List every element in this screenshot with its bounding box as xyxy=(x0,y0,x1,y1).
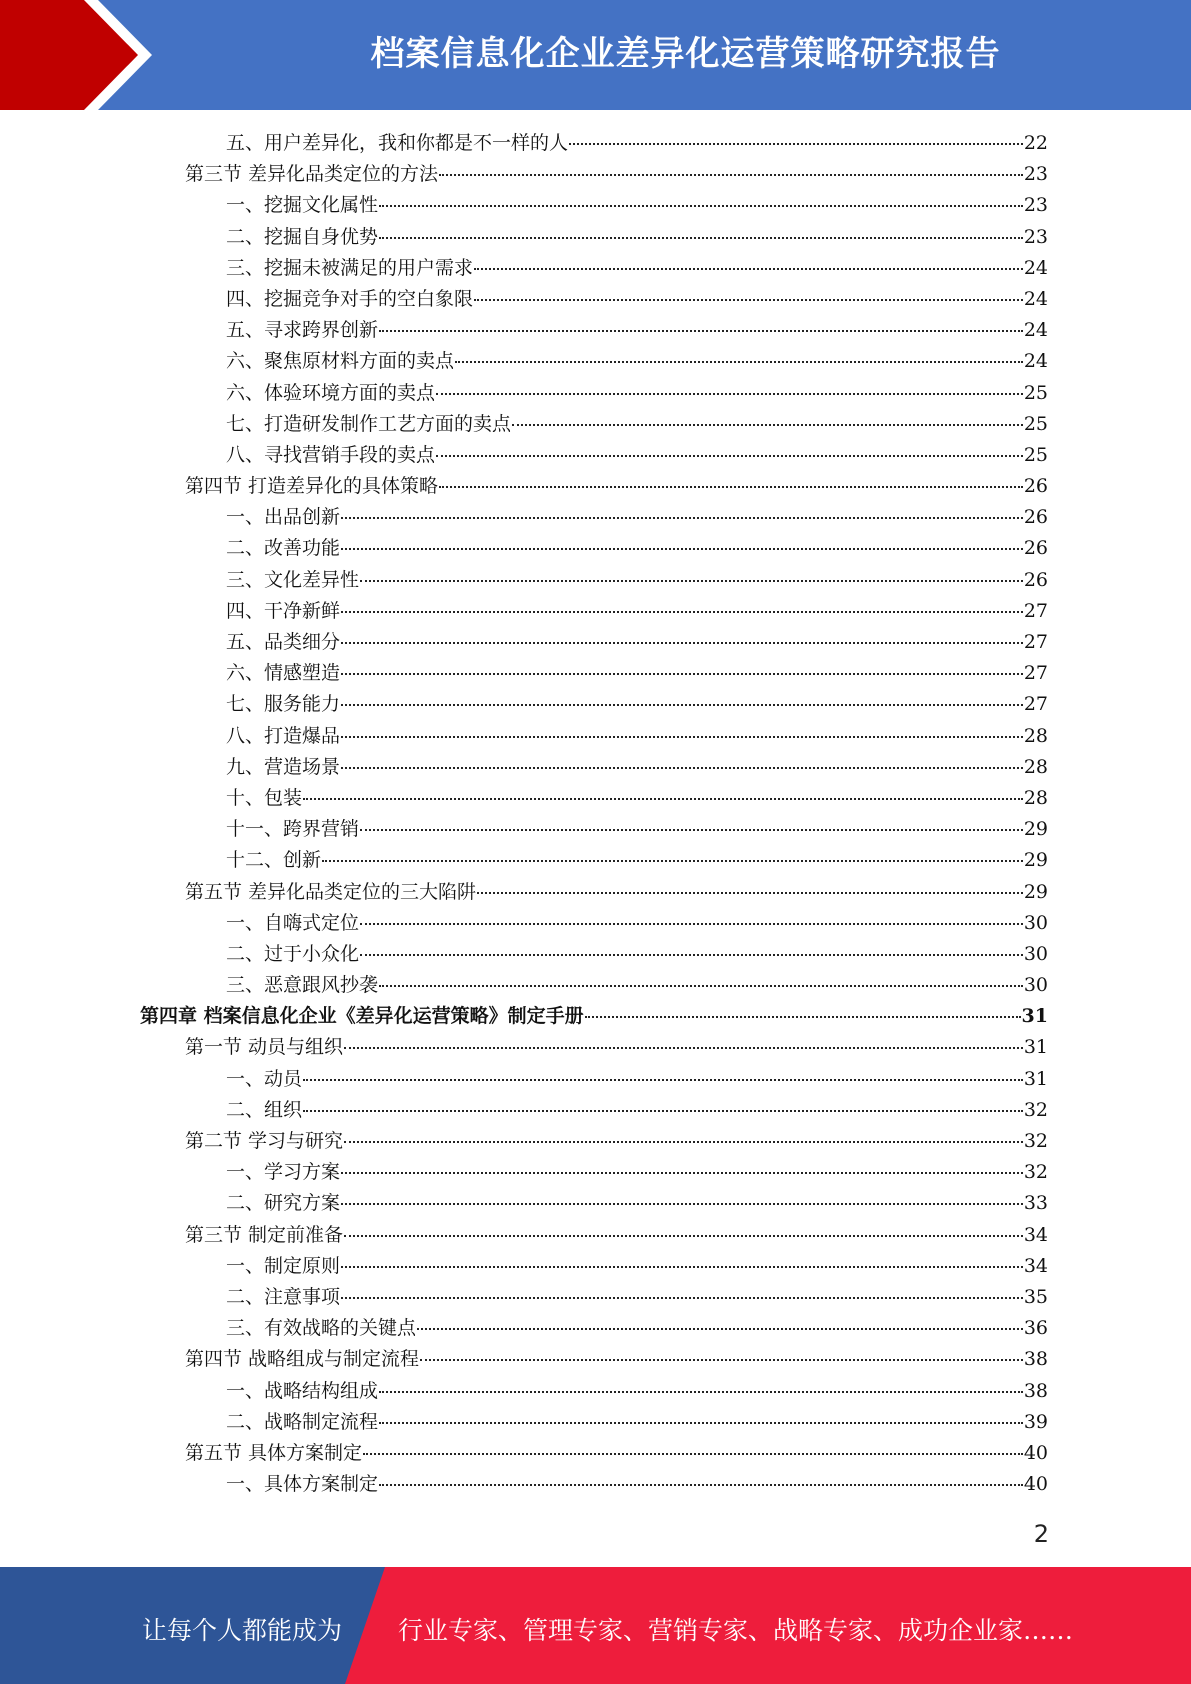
toc-entry[interactable] xyxy=(140,1407,1048,1438)
toc-entry-page: 29 xyxy=(1023,818,1048,841)
toc-entry[interactable] xyxy=(140,315,1048,346)
toc-entry[interactable] xyxy=(140,1095,1048,1126)
toc-dot-leader xyxy=(360,580,1023,582)
toc-entry-title: 一、制定原则 xyxy=(226,1254,341,1277)
footer-slogan-left: 让每个人都能成为 xyxy=(142,1616,343,1645)
toc-entry-page: 29 xyxy=(1023,849,1048,872)
toc-entry-title: 第二节 学习与研究 xyxy=(185,1130,344,1152)
toc-entry[interactable] xyxy=(140,752,1048,783)
toc-entry-title: 第五节 差异化品类定位的三大陷阱 xyxy=(185,880,477,903)
toc-entry[interactable] xyxy=(140,970,1048,1001)
toc-entry-title: 十一、跨界营销 xyxy=(226,818,360,841)
toc-entry-page: 31 xyxy=(1023,1036,1048,1059)
toc-entry-title: 一、动员 xyxy=(226,1067,303,1090)
toc-dot-leader xyxy=(341,548,1023,550)
toc-entry[interactable] xyxy=(140,190,1048,221)
toc-entry-page: 28 xyxy=(1023,755,1048,778)
toc-entry[interactable] xyxy=(140,627,1048,658)
toc-entry-title: 十、包装 xyxy=(226,786,303,809)
toc-entry-title: 一、战略结构组成 xyxy=(226,1379,379,1402)
toc-entry[interactable] xyxy=(140,346,1048,377)
toc-entry[interactable] xyxy=(140,1188,1048,1219)
toc-dot-leader xyxy=(341,1203,1023,1205)
toc-dot-leader xyxy=(344,1141,1023,1143)
toc-dot-leader xyxy=(439,174,1023,176)
page-number: 2 xyxy=(1033,1520,1049,1548)
toc-entry-page: 26 xyxy=(1023,537,1048,560)
toc-dot-leader xyxy=(379,205,1023,207)
toc-entry[interactable] xyxy=(140,1157,1048,1188)
toc-entry[interactable] xyxy=(140,1032,1048,1063)
toc-entry-title: 一、学习方案 xyxy=(226,1161,341,1184)
toc-dot-leader xyxy=(341,1297,1023,1299)
toc-entry[interactable] xyxy=(140,409,1048,440)
toc-entry-page: 36 xyxy=(1023,1317,1048,1340)
toc-dot-leader xyxy=(341,517,1023,519)
toc-entry-page: 25 xyxy=(1023,412,1048,435)
toc-entry-page: 30 xyxy=(1023,974,1048,997)
toc-dot-leader xyxy=(585,1016,1021,1018)
toc-entry-page: 27 xyxy=(1023,662,1048,685)
toc-entry-title: 五、寻求跨界创新 xyxy=(226,319,379,342)
toc-entry-page: 33 xyxy=(1023,1192,1048,1215)
toc-dot-leader xyxy=(303,798,1023,800)
toc-entry-page: 30 xyxy=(1023,942,1048,965)
toc-entry[interactable] xyxy=(140,565,1048,596)
header-arrow-decoration xyxy=(0,0,160,110)
toc-dot-leader xyxy=(569,143,1023,145)
toc-entry-page: 32 xyxy=(1023,1098,1048,1121)
toc-entry-title: 二、组织 xyxy=(226,1098,303,1121)
toc-entry[interactable] xyxy=(140,658,1048,689)
toc-entry[interactable] xyxy=(140,533,1048,564)
toc-entry[interactable] xyxy=(140,1469,1048,1500)
page-header xyxy=(0,0,1191,110)
toc-dot-leader xyxy=(341,1172,1023,1174)
toc-entry[interactable] xyxy=(140,128,1048,159)
toc-dot-leader xyxy=(360,829,1023,831)
toc-entry-title: 十二、创新 xyxy=(226,849,322,872)
toc-dot-leader xyxy=(379,1391,1023,1393)
toc-dot-leader xyxy=(341,611,1023,613)
toc-dot-leader xyxy=(477,892,1023,894)
toc-entry-title: 四、挖掘竞争对手的空白象限 xyxy=(226,287,474,310)
toc-dot-leader xyxy=(344,1047,1023,1049)
toc-entry-page: 26 xyxy=(1023,568,1048,591)
toc-entry[interactable] xyxy=(140,471,1048,502)
toc-dot-leader xyxy=(436,393,1023,395)
toc-entry-title: 一、出品创新 xyxy=(226,506,341,529)
toc-entry-title: 七、打造研发制作工艺方面的卖点 xyxy=(226,412,512,435)
toc-entry-page: 26 xyxy=(1023,475,1048,498)
toc-entry[interactable] xyxy=(140,814,1048,845)
toc-dot-leader xyxy=(474,299,1023,301)
toc-dot-leader xyxy=(360,954,1023,956)
toc-entry-title: 五、品类细分 xyxy=(226,631,341,653)
toc-entry[interactable] xyxy=(140,877,1048,908)
toc-dot-leader xyxy=(344,1235,1023,1237)
toc-dot-leader xyxy=(420,1359,1023,1361)
toc-entry-title: 五、用户差异化，我和你都是不一样的人 xyxy=(226,132,569,154)
toc-entry-page: 23 xyxy=(1023,225,1048,248)
toc-dot-leader xyxy=(341,673,1023,675)
toc-entry-page: 30 xyxy=(1023,911,1048,934)
toc-dot-leader xyxy=(379,1422,1023,1424)
toc-entry[interactable] xyxy=(140,1313,1048,1344)
toc-dot-leader xyxy=(417,1328,1023,1330)
toc-dot-leader xyxy=(341,704,1023,706)
toc-entry-title: 二、挖掘自身优势 xyxy=(226,225,379,248)
toc-entry[interactable] xyxy=(140,502,1048,533)
toc-entry-title: 第四节 战略组成与制定流程 xyxy=(185,1348,420,1371)
toc-entry-page: 24 xyxy=(1023,256,1048,279)
toc-dot-leader xyxy=(379,237,1023,239)
toc-dot-leader xyxy=(379,985,1023,987)
toc-dot-leader xyxy=(341,642,1023,644)
toc-dot-leader xyxy=(303,1079,1023,1081)
toc-entry[interactable] xyxy=(140,1001,1048,1032)
toc-entry-title: 第四节 打造差异化的具体策略 xyxy=(185,475,439,498)
toc-entry-page: 25 xyxy=(1023,381,1048,404)
toc-entry-page: 27 xyxy=(1023,599,1048,622)
toc-entry-title: 四、干净新鲜 xyxy=(226,599,341,622)
toc-entry-page: 27 xyxy=(1023,693,1048,716)
toc-entry-title: 三、挖掘未被满足的用户需求 xyxy=(226,256,474,279)
toc-entry[interactable] xyxy=(140,845,1048,876)
toc-dot-leader xyxy=(379,1484,1023,1486)
toc-dot-leader xyxy=(455,361,1023,363)
toc-entry-title: 三、有效战略的关键点 xyxy=(226,1317,417,1340)
toc-entry[interactable] xyxy=(140,689,1048,720)
toc-entry-page: 38 xyxy=(1023,1379,1048,1402)
page-footer xyxy=(0,1567,1191,1684)
toc-entry[interactable] xyxy=(140,253,1048,284)
toc-entry-title: 二、研究方案 xyxy=(226,1192,341,1215)
toc-entry-page: 40 xyxy=(1023,1473,1048,1496)
toc-entry-title: 二、改善功能 xyxy=(226,537,341,560)
toc-entry[interactable] xyxy=(140,908,1048,939)
toc-entry-page: 34 xyxy=(1023,1223,1048,1246)
header-arrow-red-chevron xyxy=(0,0,138,110)
toc-entry-title: 六、体验环境方面的卖点 xyxy=(226,381,436,404)
toc-entry[interactable] xyxy=(140,440,1048,471)
toc-entry[interactable] xyxy=(140,1282,1048,1313)
toc-entry-page: 32 xyxy=(1023,1130,1048,1152)
toc-dot-leader xyxy=(439,486,1023,488)
toc-entry[interactable] xyxy=(140,939,1048,970)
toc-dot-leader xyxy=(341,1266,1023,1268)
toc-entry-title: 八、打造爆品 xyxy=(226,724,341,747)
toc-entry-page: 29 xyxy=(1023,880,1048,903)
toc-dot-leader xyxy=(360,923,1023,925)
toc-dot-leader xyxy=(303,1110,1023,1112)
toc-entry-page: 39 xyxy=(1023,1410,1048,1433)
toc-entry-page: 25 xyxy=(1023,443,1048,466)
toc-entry-page: 31 xyxy=(1021,1005,1048,1028)
toc-entry-page: 28 xyxy=(1023,724,1048,747)
toc-entry-title: 三、文化差异性 xyxy=(226,568,360,591)
toc-entry-title: 一、挖掘文化属性 xyxy=(226,194,379,217)
toc-entry[interactable] xyxy=(140,1438,1048,1469)
toc-dot-leader xyxy=(322,860,1023,862)
toc-entry[interactable] xyxy=(140,1344,1048,1375)
toc-entry-title: 一、自嗨式定位 xyxy=(226,911,360,934)
toc-entry[interactable] xyxy=(140,159,1048,190)
toc-dot-leader xyxy=(474,268,1023,270)
toc-entry-title: 三、恶意跟风抄袭 xyxy=(226,974,379,997)
toc-dot-leader xyxy=(341,736,1023,738)
toc-entry-page: 24 xyxy=(1023,350,1048,373)
footer-slogan-right: 行业专家、管理专家、营销专家、战略专家、成功企业家…… xyxy=(398,1616,1074,1645)
toc-entry-page: 28 xyxy=(1023,786,1048,809)
toc-dot-leader xyxy=(436,455,1023,457)
toc-entry-page: 24 xyxy=(1023,287,1048,310)
toc-entry[interactable] xyxy=(140,284,1048,315)
toc-entry-page: 32 xyxy=(1023,1161,1048,1184)
toc-entry-page: 27 xyxy=(1023,631,1048,653)
toc-dot-leader xyxy=(363,1453,1023,1455)
toc-entry-page: 26 xyxy=(1023,506,1048,529)
toc-entry-page: 23 xyxy=(1023,163,1048,186)
toc-entry[interactable] xyxy=(140,222,1048,253)
toc-entry-page: 34 xyxy=(1023,1254,1048,1277)
toc-dot-leader xyxy=(379,330,1023,332)
toc-entry[interactable] xyxy=(140,1251,1048,1282)
toc-entry[interactable] xyxy=(140,1220,1048,1251)
toc-entry-title: 六、情感塑造 xyxy=(226,662,341,685)
toc-entry-page: 38 xyxy=(1023,1348,1048,1371)
toc-entry[interactable] xyxy=(140,1126,1048,1157)
toc-dot-leader xyxy=(341,767,1023,769)
table-of-contents xyxy=(140,128,1048,1500)
toc-entry-title: 第三节 差异化品类定位的方法 xyxy=(185,163,439,186)
toc-entry-title: 第一节 动员与组织 xyxy=(185,1036,344,1059)
toc-entry[interactable] xyxy=(140,1376,1048,1407)
toc-entry-title: 第四章 档案信息化企业《差异化运营策略》制定手册 xyxy=(140,1005,584,1028)
toc-entry-title: 二、注意事项 xyxy=(226,1285,341,1308)
toc-entry-page: 23 xyxy=(1023,194,1048,217)
toc-entry-page: 35 xyxy=(1023,1285,1048,1308)
toc-entry-page: 22 xyxy=(1023,132,1048,154)
toc-entry-title: 第三节 制定前准备 xyxy=(185,1223,344,1246)
toc-entry-title: 六、聚焦原材料方面的卖点 xyxy=(226,350,455,373)
toc-entry-page: 31 xyxy=(1023,1067,1048,1090)
toc-entry-title: 一、具体方案制定 xyxy=(226,1473,379,1496)
toc-entry[interactable] xyxy=(140,378,1048,409)
toc-entry[interactable] xyxy=(140,783,1048,814)
toc-entry-title: 二、过于小众化 xyxy=(226,942,360,965)
toc-entry[interactable] xyxy=(140,721,1048,752)
toc-entry-title: 八、寻找营销手段的卖点 xyxy=(226,443,436,466)
toc-dot-leader xyxy=(512,424,1023,426)
toc-entry-page: 24 xyxy=(1023,319,1048,342)
toc-entry[interactable] xyxy=(140,1064,1048,1095)
toc-entry-title: 二、战略制定流程 xyxy=(226,1410,379,1433)
document-title: 档案信息化企业差异化运营策略研究报告 xyxy=(370,34,1001,74)
toc-entry-title: 第五节 具体方案制定 xyxy=(185,1441,363,1464)
toc-entry-title: 九、营造场景 xyxy=(226,755,341,778)
toc-entry[interactable] xyxy=(140,596,1048,627)
toc-entry-title: 七、服务能力 xyxy=(226,693,341,716)
toc-entry-page: 40 xyxy=(1023,1441,1048,1464)
